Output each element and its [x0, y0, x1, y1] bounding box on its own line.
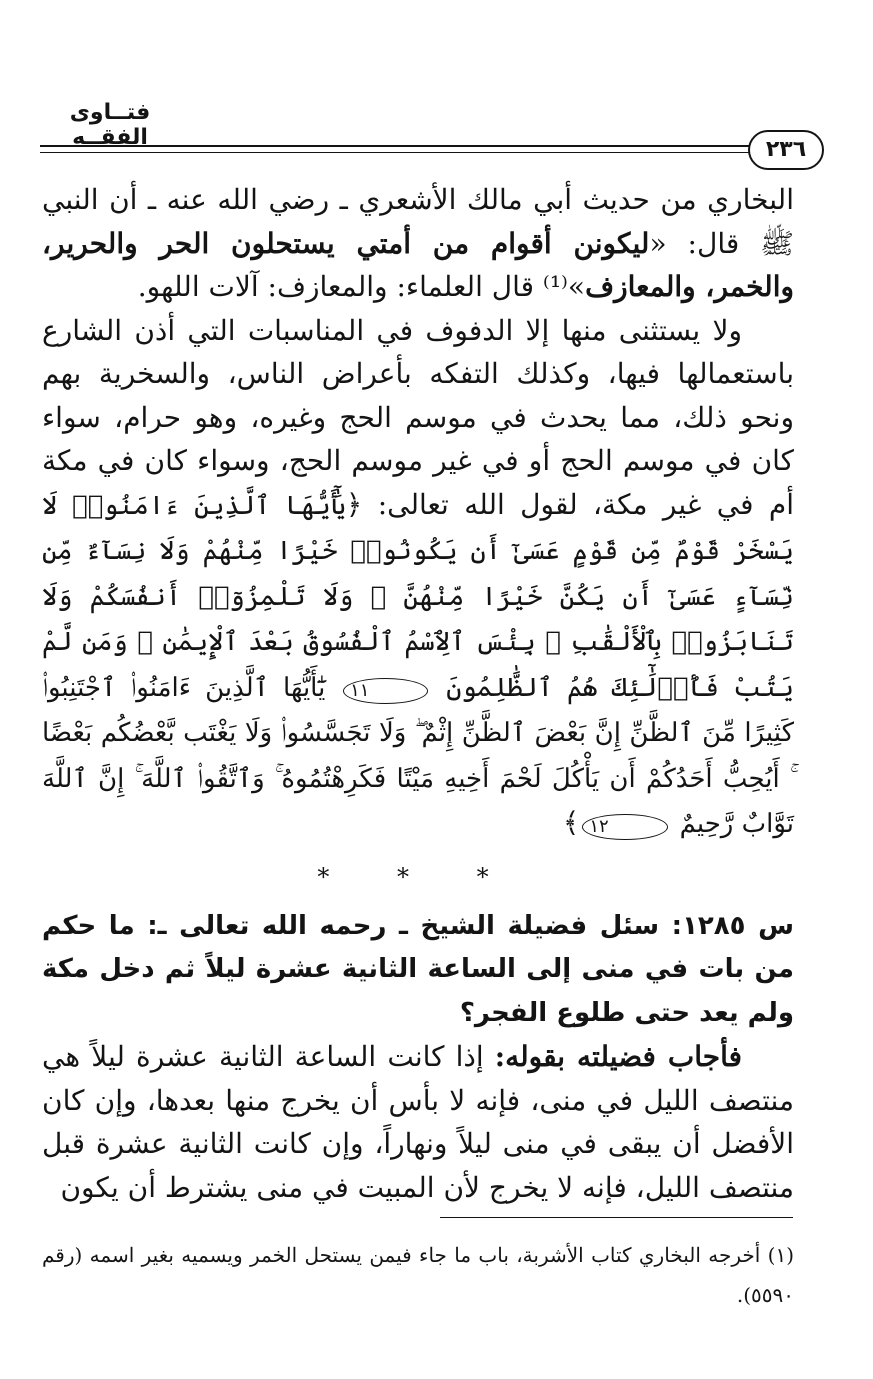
ayah-number-12: ١٢: [582, 814, 667, 840]
main-text: [42, 178, 794, 1209]
answer-lead: فأجاب فضيلته بقوله:: [494, 1040, 742, 1073]
footnote: (١) أخرجه البخاري كتاب الأشربة، باب ما جاء فيمن يستحل الخمر ويسميه بغير اسمه (رقم ٥٥٩٠).: [42, 1243, 794, 1307]
paragraph-ruling: [42, 309, 794, 847]
ruling-text: ولا يستثنى منها إلا الدفوف في المناسبات التي أذن الشارع باستعمالها فيها، وكذلك التفكه بأعراض الناس، والسخرية بهم ونحو ذلك، مما يحدث في موسم الحج وغيره، وهو حرام، سواء كان في موسم الحج أو في غير موسم الحج، وسواء كان في مكة أم في غير مكة، لقول الله تعالى: ﴿: [42, 313, 795, 521]
hadith-intro: البخاري من حديث أبي مالك الأشعري ـ رضي الله عنه ـ أن النبي ﷺ قال: «: [42, 183, 795, 260]
footnote-rule: [440, 1217, 793, 1218]
quran-verse-12: يَٰٓأَيُّهَا ٱلَّذِينَ ءَامَنُوا۟ ٱجْتَنِبُوا۟ كَثِيرًا مِّنَ ٱلظَّنِّ إِنَّ بَعْضَ ٱلظَّنِّ إِثْمٌ ۖ وَلَا تَجَسَّسُوا۟ وَلَا يَغْتَب بَّعْضُكُم بَعْضًا ۚ أَيُحِبُّ أَحَدُكُمْ أَن يَأْكُلَ لَحْمَ أَخِيهِ مَيْتًا فَكَرِهْتُمُوهُ ۚ وَٱتَّقُوا۟ ٱللَّهَ ۚ إِنَّ ٱللَّهَ تَوَّابٌ رَّحِيمٌ: [42, 672, 794, 839]
hadith-quote: ليكونن أقوام من أمتي يستحلون الحر والحرير، والخمر، والمعازف: [42, 226, 794, 303]
answer-text: إذا كانت الساعة الثانية عشرة ليلاً هي منتصف الليل في منى، فإنه لا بأس أن يخرج منها بعدها، وإن كان الأفضل أن يبقى في منى ليلاً ونهاراً، وإن كانت الثانية عشرة قبل منتصف الليل، فإنه لا يخرج لأن المبيت في منى يشترط أن يكون: [42, 1040, 794, 1204]
section-separator: * * *: [317, 862, 519, 891]
paragraph-hadith: [42, 178, 794, 309]
header-rule: [40, 145, 750, 147]
question-1285: س ١٢٨٥: سئل فضيلة الشيخ ـ رحمه الله تعالى ـ: ما حكم من بات في منى إلى الساعة الثانية عشرة ليلاً ثم دخل مكة ولم يعد حتى طلوع الفجر؟: [42, 910, 794, 1028]
header-rule-secondary: [40, 152, 750, 153]
hadith-explanation: »⁽¹⁾ قال العلماء: والمعازف: آلات اللهو.: [137, 270, 586, 303]
ayah-number-11: ١١: [343, 678, 428, 704]
quran-close-bracket: ﴾: [562, 806, 580, 839]
quran-verse-11: يَٰٓأَيُّهَا ٱلَّذِينَ ءَامَنُوا۟ لَا يَسْخَرْ قَوْمٌ مِّن قَوْمٍ عَسَىٰٓ أَن يَكُونُوا۟ خَيْرًا مِّنْهُمْ وَلَا نِسَآءٌ مِّن نِّسَآءٍ عَسَىٰٓ أَن يَكُنَّ خَيْرًا مِّنْهُنَّ ۖ وَلَا تَلْمِزُوٓا۟ أَنفُسَكُمْ وَلَا تَنَابَزُوا۟ بِٱلْأَلْقَٰبِ ۖ بِئْسَ ٱلِٱسْمُ ٱلْفُسُوقُ بَعْدَ ٱلْإِيمَٰنِ ۚ وَمَن لَّمْ يَتُبْ فَأُو۟لَٰٓئِكَ هُمُ ٱلظَّٰلِمُونَ: [42, 490, 795, 703]
running-title: فتــاوى الفقــه: [69, 100, 151, 150]
page-number: ٢٣٦: [748, 130, 824, 170]
paragraph-answer: [42, 1035, 794, 1209]
